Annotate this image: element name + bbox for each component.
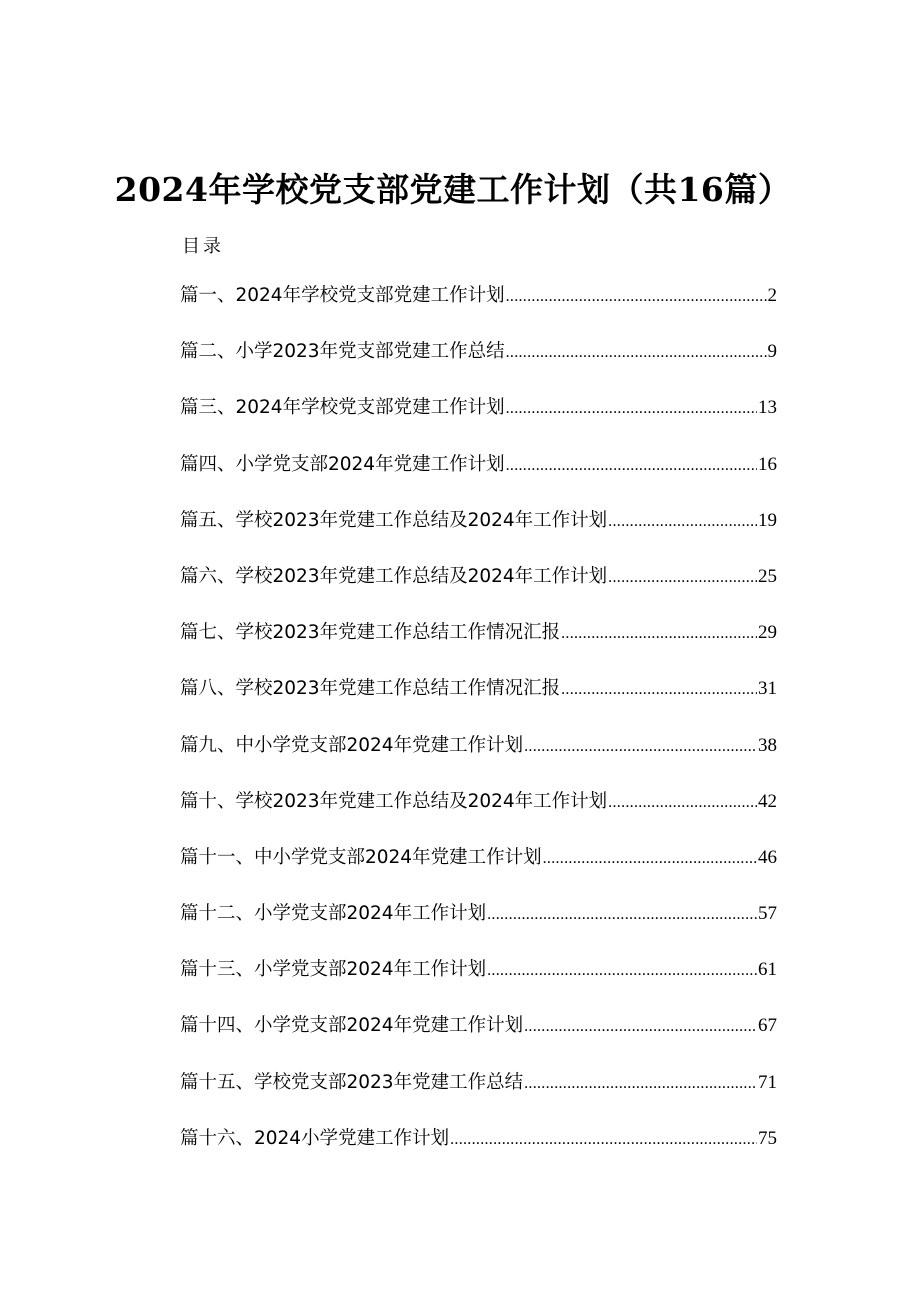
toc-leader-dots [524, 734, 757, 760]
toc-leader-dots [506, 284, 767, 310]
toc-entry-page-number: 38 [758, 734, 777, 756]
toc-leader-dots [608, 565, 757, 591]
toc-entry-label: 篇十六、2024小学党建工作计划 [180, 1127, 450, 1149]
document-title: 2024年学校党支部党建工作计划（共16篇） [114, 170, 792, 210]
toc-leader-dots [561, 677, 757, 703]
toc-entry-label: 篇七、学校2023年党建工作总结工作情况汇报 [180, 622, 561, 644]
toc-entry[interactable] [180, 620, 777, 676]
toc-entry-page-number: 61 [758, 959, 777, 981]
toc-entry-label: 篇八、学校2023年党建工作总结工作情况汇报 [180, 678, 561, 700]
toc-entry-label: 篇十一、中小学党支部2024年党建工作计划 [180, 846, 542, 868]
toc-entry-label: 篇九、中小学党支部2024年党建工作计划 [180, 734, 524, 756]
toc-entry[interactable] [180, 283, 777, 339]
toc-entry-label: 篇六、学校2023年党建工作总结及2024年工作计划 [180, 565, 608, 587]
toc-leader-dots [487, 902, 757, 928]
toc-entry-label: 篇十、学校2023年党建工作总结及2024年工作计划 [180, 790, 608, 812]
toc-entry-page-number: 31 [758, 678, 777, 700]
toc-entry-page-number: 29 [758, 622, 777, 644]
toc-entry-page-number: 2 [767, 285, 777, 306]
toc-entry-label: 篇五、学校2023年党建工作总结及2024年工作计划 [180, 509, 608, 531]
toc-entry[interactable] [180, 564, 777, 620]
toc-leader-dots [506, 396, 757, 422]
toc-leader-dots [506, 340, 767, 366]
toc-entry-page-number: 19 [758, 509, 777, 531]
toc-entry-page-number: 46 [758, 846, 777, 868]
toc-entry-label: 篇十三、小学党支部2024年工作计划 [180, 959, 487, 981]
toc-entry[interactable] [180, 395, 777, 451]
toc-entry[interactable] [180, 1013, 777, 1069]
toc-heading: 目录 [182, 236, 224, 257]
toc-entry-page-number: 42 [758, 790, 777, 812]
toc-leader-dots [543, 846, 757, 872]
toc-entry-label: 篇四、小学党支部2024年党建工作计划 [180, 453, 505, 475]
toc-leader-dots [561, 621, 757, 647]
toc-entry[interactable] [180, 733, 777, 789]
toc-entry[interactable] [180, 1126, 777, 1182]
toc-entry[interactable] [180, 901, 777, 957]
toc-leader-dots [524, 1014, 757, 1040]
toc-leader-dots [450, 1127, 757, 1153]
toc-entry-page-number: 13 [758, 397, 777, 419]
toc-entry-label: 篇十五、学校党支部2023年党建工作总结 [180, 1071, 524, 1093]
toc-leader-dots [487, 958, 757, 984]
toc-entry[interactable] [180, 957, 777, 1013]
toc-leader-dots [608, 790, 757, 816]
toc-leader-dots [524, 1071, 757, 1097]
toc-entry-page-number: 71 [758, 1071, 777, 1093]
toc-leader-dots [608, 509, 757, 535]
toc-entry-page-number: 75 [758, 1127, 777, 1149]
toc-entry-label: 篇二、小学2023年党支部党建工作总结 [180, 341, 505, 363]
toc-entry[interactable] [180, 508, 777, 564]
toc-entry[interactable] [180, 452, 777, 508]
toc-entry-label: 篇一、2024年学校党支部党建工作计划 [180, 285, 505, 306]
toc-entry-page-number: 16 [758, 453, 777, 475]
toc-entry[interactable] [180, 845, 777, 901]
toc-entry-page-number: 9 [767, 341, 777, 363]
toc-entry-label: 篇三、2024年学校党支部党建工作计划 [180, 397, 505, 419]
toc-entry[interactable] [180, 789, 777, 845]
toc-entry[interactable] [180, 1070, 777, 1126]
toc-entry-page-number: 57 [758, 903, 777, 925]
table-of-contents [180, 283, 777, 1182]
toc-entry-label: 篇十二、小学党支部2024年工作计划 [180, 903, 487, 925]
toc-entry-label: 篇十四、小学党支部2024年党建工作计划 [180, 1015, 524, 1037]
toc-entry[interactable] [180, 339, 777, 395]
toc-entry[interactable] [180, 676, 777, 732]
toc-leader-dots [506, 453, 757, 479]
toc-entry-page-number: 67 [758, 1015, 777, 1037]
toc-entry-page-number: 25 [758, 565, 777, 587]
